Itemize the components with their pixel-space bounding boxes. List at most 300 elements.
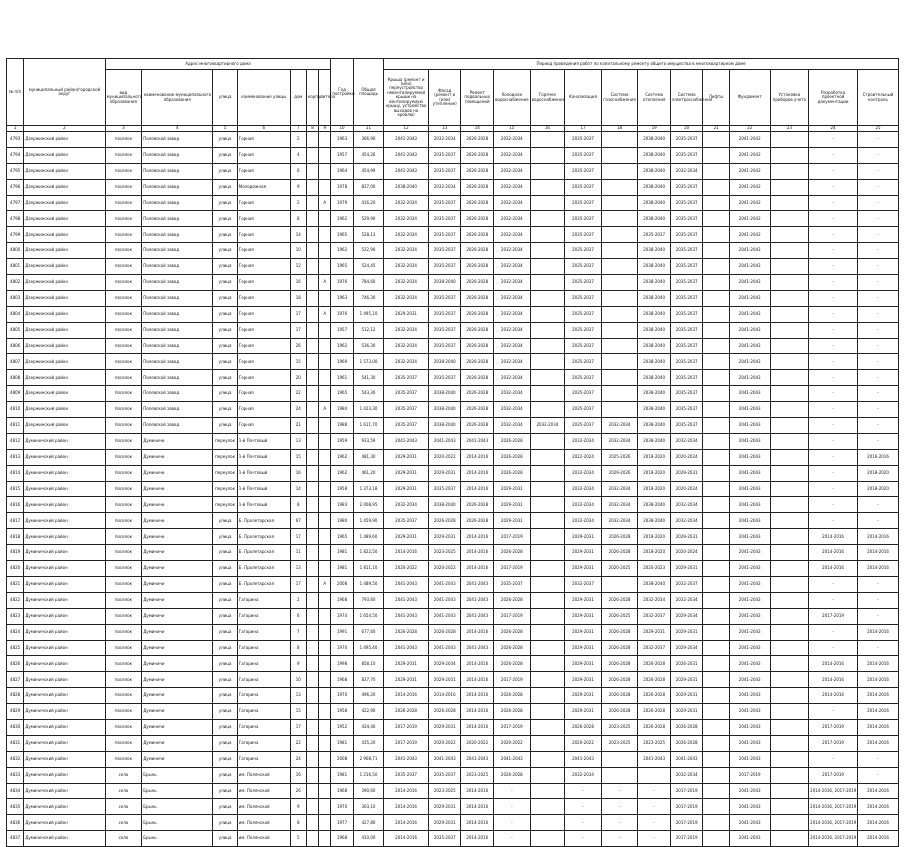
table-cell: 2018-2020	[638, 481, 671, 497]
table-cell: 2035-2037	[565, 195, 602, 211]
table-cell: 1962	[331, 338, 353, 354]
table-cell: 2032-2034	[601, 481, 638, 497]
table-cell: 2032-2034	[494, 227, 531, 243]
table-cell: -	[809, 227, 858, 243]
table-cell: Думиничский район	[24, 783, 105, 799]
table-cell: 2038-2040	[638, 211, 671, 227]
table-cell: село	[105, 815, 142, 831]
table-row	[7, 672, 899, 688]
table-cell: 2026-2028	[670, 735, 703, 751]
table-cell: 541,30	[353, 370, 384, 386]
table-cell	[601, 767, 638, 783]
table-cell	[703, 402, 729, 418]
table-cell: 2041-2043	[729, 163, 770, 179]
table-cell: 454,26	[353, 147, 384, 163]
table-cell: 2041-2043	[729, 275, 770, 291]
table-cell: 2026-2028	[601, 545, 638, 561]
table-cell	[319, 370, 331, 386]
table-cell: Горная	[237, 370, 290, 386]
table-cell: поселок	[105, 735, 142, 751]
column-number: 18	[601, 126, 638, 132]
table-cell: 4	[290, 147, 306, 163]
table-cell: 2041-2043	[729, 433, 770, 449]
column-number: 12	[384, 126, 429, 132]
header-col-2: вид муниципального образования	[105, 70, 142, 126]
table-cell: -	[601, 783, 638, 799]
table-cell: Гагарина	[237, 735, 290, 751]
table-cell: -	[638, 815, 671, 831]
table-cell: Думиничский район	[24, 513, 105, 529]
table-cell: 2032-2034	[384, 338, 429, 354]
table-cell: -	[809, 497, 858, 513]
table-cell: 2041-2043	[729, 290, 770, 306]
table-cell: 2032-2034	[494, 195, 531, 211]
header-col-21: Фундамент	[729, 70, 770, 126]
table-cell: 2 908,71	[353, 751, 384, 767]
table-cell	[770, 211, 809, 227]
table-cell: 2041-2043	[729, 640, 770, 656]
table-cell: Дзержинский район	[24, 338, 105, 354]
table-cell: 2014-2016	[857, 688, 898, 704]
table-cell: 2035-2037	[565, 338, 602, 354]
table-row	[7, 561, 899, 577]
table-cell: 1-й Почтовый	[237, 433, 290, 449]
table-cell	[530, 751, 565, 767]
table-cell: Горная	[237, 418, 290, 434]
table-cell	[306, 719, 318, 735]
table-cell: 2035-2037	[670, 211, 703, 227]
table-cell: 2035-2037	[428, 831, 461, 847]
table-cell	[703, 132, 729, 148]
table-cell	[306, 132, 318, 148]
table-cell: 2014-2016, 2017-2019	[809, 799, 858, 815]
table-cell	[530, 561, 565, 577]
table-cell	[319, 545, 331, 561]
table-cell: 2017-2019	[494, 672, 531, 688]
table-cell: -	[857, 163, 898, 179]
table-cell: улица	[213, 147, 237, 163]
table-cell: 837,00	[353, 179, 384, 195]
table-cell: Молодежная	[237, 179, 290, 195]
table-cell: -	[857, 338, 898, 354]
table-cell: Думиничи	[142, 592, 213, 608]
table-cell: 1979	[331, 195, 353, 211]
table-cell	[319, 735, 331, 751]
table-cell: 4829	[7, 704, 24, 720]
table-cell: Полевской завод	[142, 290, 213, 306]
table-cell: 4800	[7, 243, 24, 259]
table-cell: 1969	[331, 354, 353, 370]
table-cell: 4830	[7, 719, 24, 735]
table-cell	[530, 338, 565, 354]
table-cell: 1968	[331, 672, 353, 688]
table-cell: 2035-2037	[565, 290, 602, 306]
table-cell: Полевской завод	[142, 370, 213, 386]
table-cell	[319, 433, 331, 449]
table-cell	[530, 672, 565, 688]
table-cell: 2032-2034	[565, 497, 602, 513]
table-cell	[770, 243, 809, 259]
table-row	[7, 767, 899, 783]
table-row	[7, 147, 899, 163]
column-number: 24	[809, 126, 858, 132]
table-cell: 2029-2034	[670, 640, 703, 656]
table-cell: А	[319, 402, 331, 418]
table-cell	[530, 354, 565, 370]
table-cell: Дзержинский район	[24, 386, 105, 402]
table-cell: 2035-2037	[384, 513, 429, 529]
table-cell: 10	[290, 243, 306, 259]
table-cell: 2014-2016	[461, 465, 494, 481]
table-cell: 2032-2034	[384, 290, 429, 306]
table-cell: поселок	[105, 545, 142, 561]
table-cell	[306, 767, 318, 783]
table-cell: Полевской завод	[142, 227, 213, 243]
column-number: 3	[105, 126, 142, 132]
table-cell: 2029-2031	[565, 640, 602, 656]
table-cell: поселок	[105, 751, 142, 767]
table-cell: 2017-2019	[809, 767, 858, 783]
table-cell: 1963	[331, 132, 353, 148]
table-row	[7, 608, 899, 624]
header-col-8: литера	[319, 70, 331, 126]
table-cell: поселок	[105, 132, 142, 148]
table-cell: 10	[290, 672, 306, 688]
table-cell: 827,70	[353, 672, 384, 688]
table-cell: 2014-2016	[857, 529, 898, 545]
table-cell: 2038-2040	[638, 338, 671, 354]
table-cell	[530, 656, 565, 672]
table-cell	[306, 386, 318, 402]
table-cell: 2041-2043	[729, 735, 770, 751]
table-cell: 1983	[331, 497, 353, 513]
table-cell: 2026-2028	[601, 672, 638, 688]
table-cell	[306, 211, 318, 227]
table-cell: улица	[213, 338, 237, 354]
table-cell: 4837	[7, 831, 24, 847]
table-cell: Горная	[237, 354, 290, 370]
table-cell: 461,20	[353, 465, 384, 481]
table-cell: -	[809, 275, 858, 291]
table-cell: Гагарина	[237, 751, 290, 767]
table-row	[7, 624, 899, 640]
table-cell: 4831	[7, 735, 24, 751]
table-cell: им. Полянской	[237, 831, 290, 847]
table-cell: Дзержинский район	[24, 163, 105, 179]
table-cell	[770, 545, 809, 561]
table-cell	[703, 561, 729, 577]
table-cell: Думиничский район	[24, 465, 105, 481]
table-row	[7, 132, 899, 148]
column-number: 6	[237, 126, 290, 132]
table-cell	[703, 783, 729, 799]
table-cell	[306, 449, 318, 465]
table-cell: Думиничи	[142, 751, 213, 767]
table-cell: 2035-2037	[565, 227, 602, 243]
table-cell	[306, 640, 318, 656]
table-cell: 17	[290, 529, 306, 545]
table-cell: 4823	[7, 608, 24, 624]
table-cell: 2026-2028	[461, 418, 494, 434]
table-cell: 2018-2020	[638, 529, 671, 545]
table-cell: 2018-2020	[857, 465, 898, 481]
table-cell: 2029-2031	[428, 529, 461, 545]
table-cell: 2026-2028	[494, 624, 531, 640]
table-cell: 2035-2037	[428, 211, 461, 227]
table-cell: Дзержинский район	[24, 147, 105, 163]
table-cell: поселок	[105, 608, 142, 624]
table-cell	[530, 433, 565, 449]
table-cell: -	[809, 306, 858, 322]
table-cell	[770, 608, 809, 624]
table-cell: 1974	[331, 608, 353, 624]
table-cell: 2041-2043	[384, 751, 429, 767]
table-cell: 1-й Почтовый	[237, 449, 290, 465]
table-cell: Гагарина	[237, 608, 290, 624]
table-cell: Брынь	[142, 783, 213, 799]
table-cell: Думиничский район	[24, 561, 105, 577]
table-cell: 746,30	[353, 290, 384, 306]
table-cell: 2041-2043	[729, 402, 770, 418]
table-cell	[530, 306, 565, 322]
table-cell: 2023-2025	[461, 767, 494, 783]
table-cell: -	[809, 354, 858, 370]
table-cell: 2029-2031	[428, 465, 461, 481]
table-cell: 2014-2016	[857, 783, 898, 799]
table-cell: -	[565, 831, 602, 847]
table-cell: 4809	[7, 386, 24, 402]
table-cell: Думиничский район	[24, 497, 105, 513]
table-cell	[530, 481, 565, 497]
table-cell: Полевской завод	[142, 306, 213, 322]
table-cell: 2032-2034	[384, 497, 429, 513]
table-cell: 2018-2020	[638, 465, 671, 481]
table-cell: 2035-2037	[565, 370, 602, 386]
table-cell: 2017-2019	[729, 767, 770, 783]
table-cell: 2041-2043	[384, 608, 429, 624]
table-cell: 4819	[7, 545, 24, 561]
table-cell: улица	[213, 195, 237, 211]
table-cell: 2018-2020	[638, 449, 671, 465]
table-cell: им. Полянской	[237, 799, 290, 815]
table-cell	[530, 259, 565, 275]
table-cell: -	[809, 147, 858, 163]
table-cell: 1965	[331, 259, 353, 275]
table-cell: 2041-2043	[384, 592, 429, 608]
table-cell: 2032-2034	[670, 433, 703, 449]
table-cell: 2032-2034	[494, 322, 531, 338]
table-cell: Гагарина	[237, 592, 290, 608]
table-cell: 2026-2028	[461, 163, 494, 179]
table-cell: Думиничский район	[24, 719, 105, 735]
table-cell	[530, 767, 565, 783]
table-cell: 4836	[7, 815, 24, 831]
table-cell: поселок	[105, 465, 142, 481]
header-col-4: улица	[213, 70, 237, 126]
table-cell: 2038-2040	[638, 418, 671, 434]
table-cell: -	[809, 243, 858, 259]
table-cell: улица	[213, 322, 237, 338]
table-cell: 2035-2037	[565, 275, 602, 291]
table-cell: 2041-2043	[428, 608, 461, 624]
table-cell	[601, 576, 638, 592]
header-col-0: № п/п	[7, 59, 24, 126]
table-row	[7, 402, 899, 418]
table-cell: 2041-2043	[670, 751, 703, 767]
table-cell: 26	[290, 783, 306, 799]
table-cell: 2026-2028	[601, 592, 638, 608]
table-cell: 2026-2028	[494, 592, 531, 608]
table-cell	[601, 243, 638, 259]
table-cell: 2032-2034	[384, 243, 429, 259]
table-cell: -	[809, 624, 858, 640]
table-cell: Думиничи	[142, 608, 213, 624]
table-cell: Полевской завод	[142, 418, 213, 434]
table-cell: 4793	[7, 132, 24, 148]
table-cell: 2038-2040	[428, 418, 461, 434]
table-cell: 8	[290, 211, 306, 227]
table-cell: 1962	[331, 449, 353, 465]
table-cell	[601, 386, 638, 402]
table-cell: 2032-2037	[638, 640, 671, 656]
table-cell	[306, 608, 318, 624]
table-cell: 2026-2028	[461, 338, 494, 354]
table-cell	[770, 227, 809, 243]
table-cell: -	[809, 704, 858, 720]
table-cell	[770, 402, 809, 418]
table-cell: 2026-2028	[461, 370, 494, 386]
table-cell: поселок	[105, 529, 142, 545]
table-cell	[319, 529, 331, 545]
table-cell: 2041-2043	[729, 465, 770, 481]
table-cell	[601, 259, 638, 275]
table-cell: 4833	[7, 767, 24, 783]
table-cell: Дзержинский район	[24, 211, 105, 227]
table-cell: поселок	[105, 147, 142, 163]
table-cell: 2026-2028	[494, 688, 531, 704]
table-cell: 1981	[331, 561, 353, 577]
table-cell: 410,00	[353, 831, 384, 847]
table-cell	[703, 529, 729, 545]
table-cell: -	[809, 259, 858, 275]
table-cell	[319, 338, 331, 354]
table-cell: 427,80	[353, 815, 384, 831]
table-cell: 2041-2043	[729, 783, 770, 799]
table-cell: 2035-2037	[638, 227, 671, 243]
table-cell: 1981	[331, 545, 353, 561]
table-cell: -	[857, 576, 898, 592]
table-cell: улица	[213, 211, 237, 227]
table-cell: 2041-2043	[428, 576, 461, 592]
table-cell: Горная	[237, 211, 290, 227]
column-number: 10	[331, 126, 353, 132]
table-cell: 26	[290, 338, 306, 354]
table-cell: Думиничи	[142, 513, 213, 529]
table-cell: 2035-2037	[565, 211, 602, 227]
table-cell: 1 654,50	[353, 608, 384, 624]
table-row	[7, 529, 899, 545]
table-cell: им. Полянской	[237, 783, 290, 799]
table-cell: 2029-2031	[670, 704, 703, 720]
table-cell: -	[809, 592, 858, 608]
table-cell: 4826	[7, 656, 24, 672]
table-cell: 2029-2031	[428, 719, 461, 735]
table-cell: 2041-2043	[729, 243, 770, 259]
table-cell: -	[809, 386, 858, 402]
table-cell: 2026-2028	[601, 688, 638, 704]
table-cell	[306, 576, 318, 592]
table-cell: 4810	[7, 402, 24, 418]
table-cell: 1976	[331, 306, 353, 322]
table-cell: улица	[213, 656, 237, 672]
table-cell: 2041-2043	[565, 751, 602, 767]
table-cell: 2032-2034	[384, 259, 429, 275]
table-cell	[703, 418, 729, 434]
table-cell: -	[809, 338, 858, 354]
table-cell: 416,20	[353, 195, 384, 211]
table-cell: 2014-2016	[809, 545, 858, 561]
table-cell	[703, 481, 729, 497]
table-cell: 1 489,50	[353, 576, 384, 592]
table-cell: -	[857, 243, 898, 259]
table-cell: 4805	[7, 322, 24, 338]
table-cell: 1 495,10	[353, 306, 384, 322]
table-cell: 2032-2034	[670, 592, 703, 608]
table-cell: поселок	[105, 306, 142, 322]
table-cell: 2026-2028	[638, 656, 671, 672]
table-cell: улица	[213, 704, 237, 720]
table-cell: 512,12	[353, 322, 384, 338]
table-cell: Думиничский район	[24, 592, 105, 608]
table-row	[7, 465, 899, 481]
table-row	[7, 275, 899, 291]
table-cell: 2026-2028	[638, 688, 671, 704]
table-cell: 2035-2037	[670, 132, 703, 148]
table-cell: Брынь	[142, 815, 213, 831]
table-cell: 2041-2043	[428, 592, 461, 608]
table-cell	[703, 243, 729, 259]
table-cell: 1-й Почтовый	[237, 465, 290, 481]
table-cell: 303,10	[353, 799, 384, 815]
table-cell: 2026-2028	[601, 640, 638, 656]
table-cell	[306, 433, 318, 449]
table-cell: 2032-2034	[565, 513, 602, 529]
table-cell: 2029-2031	[565, 624, 602, 640]
table-cell: 2032-2034	[494, 338, 531, 354]
table-cell: улица	[213, 815, 237, 831]
table-cell: им. Полянской	[237, 815, 290, 831]
table-cell: 16	[290, 767, 306, 783]
table-cell: 2035-2037	[428, 290, 461, 306]
table-cell: Полевской завод	[142, 402, 213, 418]
table-cell: Полевской завод	[142, 243, 213, 259]
table-cell: 2035-2037	[384, 386, 429, 402]
table-cell	[770, 799, 809, 815]
table-cell: 2041-2043	[428, 751, 461, 767]
table-cell: 434,40	[353, 719, 384, 735]
table-cell: 529,90	[353, 211, 384, 227]
table-cell: 2041-2043	[729, 719, 770, 735]
table-cell: -	[809, 640, 858, 656]
table-cell: 2014-2016	[384, 783, 429, 799]
table-cell: 2035-2037	[670, 338, 703, 354]
table-cell: 17	[290, 322, 306, 338]
table-cell: 17	[290, 719, 306, 735]
table-cell	[770, 767, 809, 783]
table-cell: Полевской завод	[142, 322, 213, 338]
table-cell: Полевской завод	[142, 132, 213, 148]
table-cell: 2026-2028	[461, 259, 494, 275]
